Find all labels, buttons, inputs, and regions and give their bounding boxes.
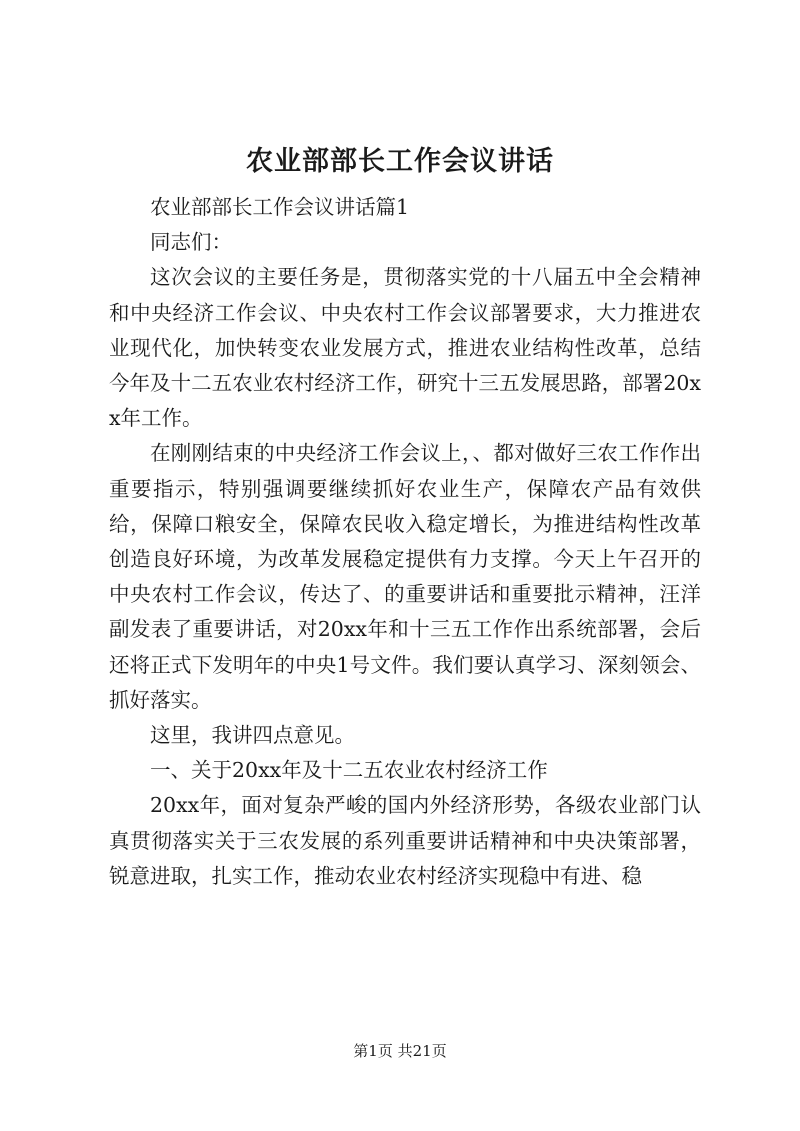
paragraph: 在刚刚结束的中央经济工作会议上，、都对做好三农工作作出重要指示，特别强调要继续抓好农业生产，保障农产品有效供给，保障口粮安全，保障农民收入稳定增长，为推进结构性改革创造良好环境，为改革发展稳定提供有力支撑。今天上午召开的中央农村工作会议，传达了、的重要讲话和重要批示精神，汪洋副发表了重要讲话，对20xx年和十三五工作作出系统部署，会后还将正式下发明年的中央1号文件。我们要认真学习、深刻领会、抓好落实。 bbox=[109, 441, 701, 712]
section-heading: 农业部部长工作会议讲话篇1 bbox=[150, 195, 410, 219]
document-title: 农业部部长工作会议讲话 bbox=[246, 146, 554, 177]
paragraph: 这次会议的主要任务是，贯彻落实党的十八届五中全会精神和中央经济工作会议、中央农村工作会议部署要求，大力推进农业现代化，加快转变农业发展方式，推进农业结构性改革，总结今年及十二五农业农村经济工作，研究十三五发展思路，部署20xx年工作。 bbox=[109, 265, 701, 431]
page-footer: 第1页 共21页 bbox=[353, 1042, 447, 1060]
salutation: 同志们： bbox=[150, 230, 232, 255]
paragraph: 20xx年，面对复杂严峻的国内外经济形势，各级农业部门认真贯彻落实关于三农发展的系列重要讲话精神和中央决策部署，锐意进取，扎实工作，推动农业农村经济实现稳中有进、稳 bbox=[109, 793, 701, 888]
section-heading: 一、关于20xx年及十二五农业农村经济工作 bbox=[150, 758, 548, 783]
document-body bbox=[109, 190, 701, 894]
paragraph: 这里，我讲四点意见。 bbox=[150, 723, 355, 748]
